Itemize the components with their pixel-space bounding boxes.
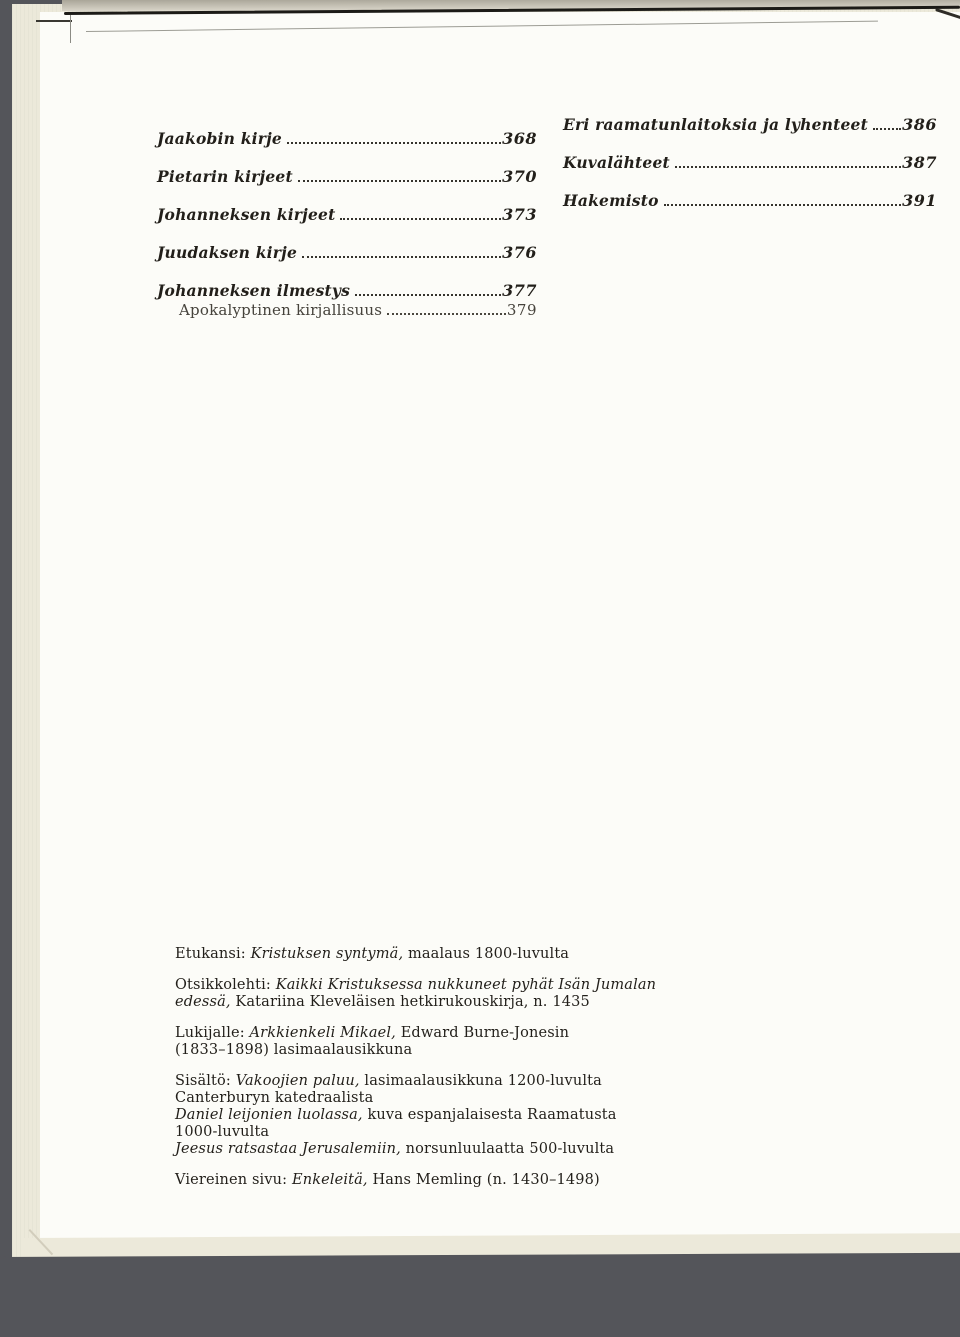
credit-text-line	[175, 1172, 675, 1189]
toc-entry-page: 391	[902, 191, 937, 210]
credit-text: 1000-luvulta	[175, 1124, 270, 1140]
toc-entry-label: Johanneksen kirjeet	[157, 205, 336, 224]
credit-text: Lukijalle:	[175, 1025, 250, 1041]
dot-leader	[340, 218, 501, 220]
toc-column-right	[563, 114, 937, 228]
credit-text: Otsikkolehti:	[175, 977, 276, 993]
toc-entry	[563, 152, 937, 174]
toc-entry	[157, 166, 537, 188]
credit-text-line	[175, 1107, 675, 1124]
toc-entry-label: Hakemisto	[563, 191, 659, 210]
dot-leader	[675, 166, 901, 168]
credit-text-line	[175, 1042, 675, 1059]
credit-text: (1833–1898) lasimaalausikkuna	[175, 1042, 413, 1058]
credit-text-line	[175, 1090, 675, 1107]
credit-text: kuva espanjalaisesta Raamatusta	[362, 1107, 617, 1123]
dot-leader	[873, 128, 901, 130]
dot-leader	[298, 180, 501, 182]
credit-title-italic: Jeesus ratsastaa Jerusalemiin,	[175, 1141, 401, 1157]
toc-entry	[157, 300, 537, 320]
toc-entry-label: Johanneksen ilmestys	[157, 281, 351, 300]
toc-entry-label: Juudaksen kirje	[157, 243, 298, 262]
toc-entry-label: Eri raamatunlaitoksia ja lyhenteet	[563, 115, 868, 134]
credit-title-italic: edessä,	[175, 994, 231, 1010]
credit-title-italic: Arkkienkeli Mikael,	[249, 1025, 396, 1041]
toc-entry	[157, 280, 537, 302]
credit-text-line	[175, 994, 675, 1011]
toc-entry-page: 370	[502, 167, 537, 186]
scanner-background-bottom	[0, 1253, 960, 1337]
credit-sisalto	[175, 1073, 675, 1158]
credit-otsikkolehti	[175, 977, 675, 1011]
credit-text: lasimaalausikkuna 1200-luvulta	[359, 1073, 602, 1089]
credits-block	[175, 946, 675, 1203]
toc-entry-page: 379	[506, 301, 537, 319]
toc-entry	[563, 114, 937, 136]
toc-entry-page: 368	[502, 129, 537, 148]
credit-text-line	[175, 946, 675, 963]
toc-entry-page: 386	[902, 115, 937, 134]
credit-text-line	[175, 977, 675, 994]
credit-viereinen-sivu	[175, 1172, 675, 1189]
dot-leader	[387, 313, 506, 315]
dot-leader	[287, 142, 501, 144]
credit-title-italic: Kristuksen syntymä,	[250, 946, 404, 962]
toc-entry-page: 373	[502, 205, 537, 224]
credit-text-line	[175, 1141, 675, 1158]
toc-entry	[157, 204, 537, 226]
toc-entry-page: 377	[502, 281, 537, 300]
credit-text: norsunluulaatta 500-luvulta	[400, 1141, 615, 1157]
toc-entry-page: 376	[502, 243, 537, 262]
scan-left-step-line	[70, 15, 71, 43]
credit-text: Edward Burne-Jonesin	[395, 1025, 570, 1041]
toc-column-left	[157, 128, 537, 336]
dot-leader	[664, 204, 901, 206]
scan-corner-step-line	[36, 20, 72, 22]
credit-lukijalle	[175, 1025, 675, 1059]
credit-title-italic: Enkeleitä,	[291, 1172, 368, 1188]
toc-entry-label: Pietarin kirjeet	[157, 167, 293, 186]
credit-text: Katariina Kleveläisen hetkirukouskirja, n. 1435	[230, 994, 590, 1010]
credit-etukansi	[175, 946, 675, 963]
credit-text: Canterburyn katedraalista	[175, 1090, 374, 1106]
toc-entry-label: Kuvalähteet	[563, 153, 670, 172]
toc-entry	[563, 190, 937, 212]
dot-leader	[302, 256, 501, 258]
credit-title-italic: Daniel leijonien luolassa,	[175, 1107, 363, 1123]
credit-title-italic: Kaikki Kristuksessa nukkuneet pyhät Isän Jumalan	[275, 977, 657, 993]
toc-entry-label: Jaakobin kirje	[157, 129, 282, 148]
credit-text: Viereinen sivu:	[175, 1172, 292, 1188]
credit-text: Sisältö:	[175, 1073, 236, 1089]
dot-leader	[355, 294, 501, 296]
toc-entry-label: Apokalyptinen kirjallisuus	[179, 301, 383, 319]
credit-text: Hans Memling (n. 1430–1498)	[367, 1172, 600, 1188]
credit-title-italic: Vakoojien paluu,	[235, 1073, 360, 1089]
toc-entry	[157, 242, 537, 264]
credit-text: Etukansi:	[175, 946, 251, 962]
credit-text-line	[175, 1124, 675, 1141]
credit-text-line	[175, 1025, 675, 1042]
toc-entry-page: 387	[902, 153, 937, 172]
credit-text: maalaus 1800-luvulta	[403, 946, 570, 962]
toc-entry	[157, 128, 537, 150]
credit-text-line	[175, 1073, 675, 1090]
